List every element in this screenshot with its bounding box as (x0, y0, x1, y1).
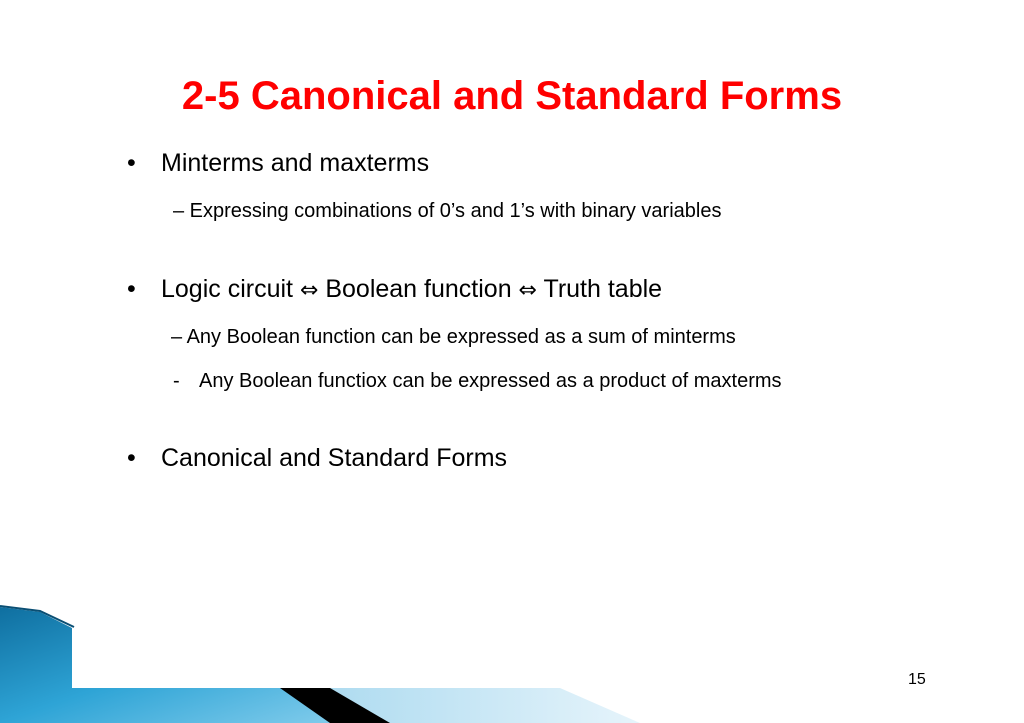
bullet-dot: • (127, 444, 136, 472)
bullet-text-part: Truth table (536, 275, 663, 303)
sub-bullet-product-of-maxterms: Any Boolean functiox can be expressed as a product of maxterms (199, 370, 782, 392)
blue-wedge-shape (0, 607, 330, 723)
bullet-dot: • (127, 275, 136, 303)
page-number: 15 (908, 671, 926, 688)
bullet-text: Minterms and maxterms (161, 149, 430, 177)
bullet-canonical-standard (127, 444, 507, 473)
slide-title: 2-5 Canonical and Standard Forms (181, 74, 843, 118)
bullet-text-part: Logic circuit (161, 275, 300, 303)
sub-bullet-sum-of-minterms: – Any Boolean function can be expressed as a sum of minterms (171, 326, 736, 348)
bullet-dot: • (127, 149, 136, 177)
bullet-text: Canonical and Standard Forms (161, 444, 508, 472)
sub-bullet-combinations: – Expressing combinations of 0’s and 1’s with binary variables (173, 200, 722, 222)
dash-marker: - (173, 370, 180, 392)
bullet-logic-circuit (127, 275, 662, 304)
equivalence-arrow-icon: ⇔ (518, 278, 537, 303)
bullet-minterms (127, 149, 429, 178)
equivalence-arrow-icon: ⇔ (299, 278, 319, 303)
bullet-text-part: Boolean function (318, 275, 519, 303)
